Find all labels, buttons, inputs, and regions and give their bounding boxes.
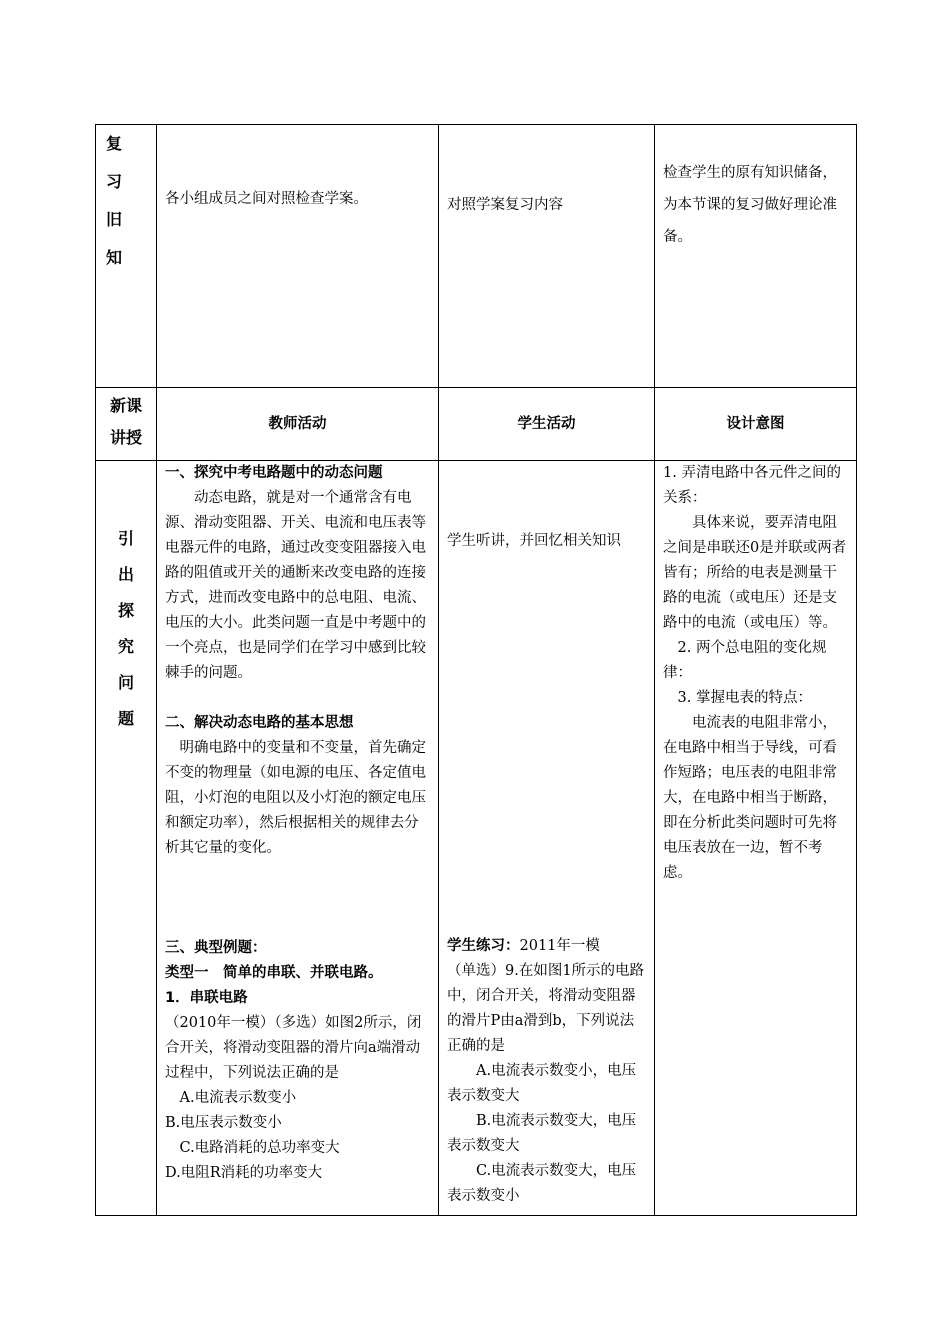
example-option-c: C.电路消耗的总功率变大 xyxy=(179,1140,340,1156)
design-point3: 3. 掌握电表的特点： xyxy=(677,690,812,706)
example-option-d: D.电阻R消耗的功率变大 xyxy=(165,1165,323,1181)
header-row xyxy=(96,388,857,461)
section1-title: 一、探究中考电路题中的动态问题 xyxy=(165,465,383,481)
design-point1: 1. 弄清电路中各元件之间的关系： xyxy=(663,465,841,506)
review-row xyxy=(96,125,857,388)
type1-title: 类型一 简单的串联、并联电路。 xyxy=(165,965,383,981)
review-label-cell xyxy=(96,125,157,388)
example-option-a: A.电流表示数变小 xyxy=(179,1090,297,1106)
practice-label: 学生练习： xyxy=(447,938,520,954)
section1-body: 动态电路，就是对一个通常含有电源、滑动变阻器、开关、电流和电压表等电器元件的电路，通过改变变阻器接入电路的阻值或开关的通断来改变电路的连接方式，进而改变电路中的总电阻、电流、电压的大小。此类问题一直是中考题中的一个亮点，也是同学们在学习中感到比较棘手的问题。 xyxy=(165,490,426,681)
practice-option-a: A.电流表示数变小，电压表示数变大 xyxy=(447,1063,637,1104)
main-label-cell xyxy=(96,461,157,1216)
main-design-cell xyxy=(655,461,857,1216)
example-question: （2010年一模）（多选）如图2所示，闭合开关，将滑动变阻器的滑片向a端滑动过程中，下列说法正确的是 xyxy=(165,1015,422,1081)
student-listen-text: 学生听讲，并回忆相关知识 xyxy=(447,533,621,549)
design-point3-detail: 电流表的电阻非常小，在电路中相当于导线，可看作短路；电压表的电阻非常大，在电路中相当于断路，即在分析此类问题时可先将电压表放在一边，暂不考虑。 xyxy=(663,715,837,881)
section3-title: 三、典型例题： xyxy=(165,940,267,956)
design-point1-detail: 具体来说，要弄清电阻之间是串联还0是并联或两者皆有；所给的电表是测量干路的电流（或电压）还是支路中的电流（或电压）等。 xyxy=(663,515,847,631)
main-label: 引 出 探 究 问 题 xyxy=(117,529,134,728)
header-left-cell xyxy=(96,388,157,461)
lesson-plan-table xyxy=(95,124,857,1216)
header-design: 设计意图 xyxy=(655,388,857,461)
section2-title: 二、解决动态电路的基本思想 xyxy=(165,715,354,731)
review-design-text: 检查学生的原有知识储备，为本节课的复习做好理论准备。 xyxy=(663,165,837,245)
review-teacher-text: 各小组成员之间对照检查学案。 xyxy=(165,191,368,207)
review-teacher-cell xyxy=(157,125,439,388)
header-student: 学生活动 xyxy=(439,388,655,461)
practice-question: （单选）9.在如图1所示的电路中，闭合开关，将滑动变阻器的滑片P由a滑到b，下列说法正确的是 xyxy=(447,963,645,1054)
review-design-cell xyxy=(655,125,857,388)
review-student-text: 对照学案复习内容 xyxy=(447,197,563,213)
review-label: 复 习 旧 知 xyxy=(106,134,123,267)
main-student-cell xyxy=(439,461,655,1216)
practice-option-b: B.电流表示数变大，电压表示数变大 xyxy=(447,1113,637,1154)
sub1-title: 1．串联电路 xyxy=(165,990,248,1006)
section2-body: 明确电路中的变量和不变量，首先确定不变的物理量（如电源的电压、各定值电阻，小灯泡的电阻以及小灯泡的额定电压和额定功率），然后根据相关的规律去分析其它量的变化。 xyxy=(165,740,426,856)
practice-source: 2011年一模 xyxy=(519,938,600,954)
example-option-b: B.电压表示数变小 xyxy=(165,1115,282,1131)
review-student-cell xyxy=(439,125,655,388)
practice-option-c: C.电流表示数变大，电压表示数变小 xyxy=(447,1163,637,1204)
header-teacher: 教师活动 xyxy=(157,388,439,461)
main-teacher-cell xyxy=(157,461,439,1216)
main-row xyxy=(96,461,857,1216)
design-point2: 2. 两个总电阻的变化规律： xyxy=(663,640,827,681)
header-left-label: 新课 讲授 xyxy=(109,396,142,447)
